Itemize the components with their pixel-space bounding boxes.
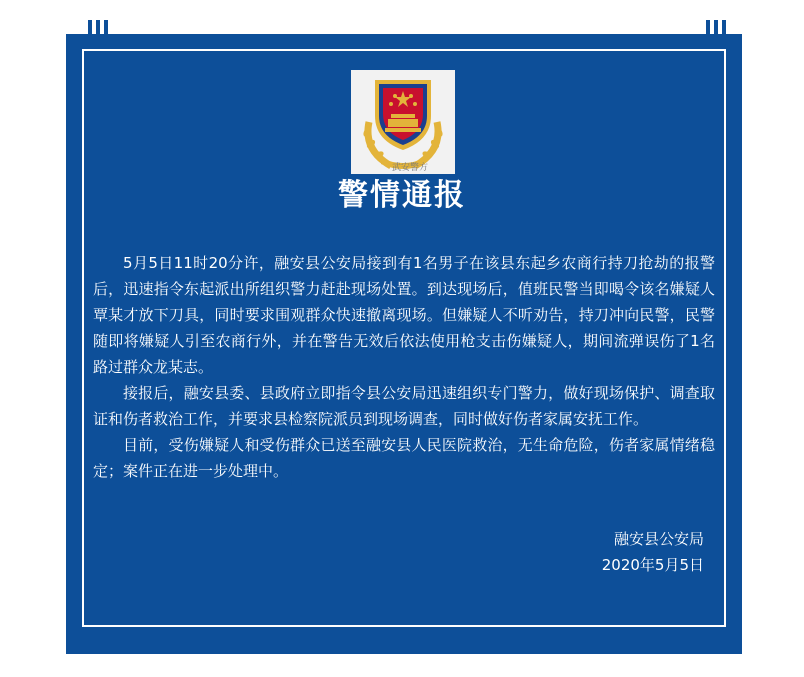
signature-block bbox=[602, 526, 704, 578]
watermark-text: 武安警方 bbox=[392, 163, 429, 173]
signature-org: 融安县公安局 bbox=[613, 530, 704, 548]
police-emblem-icon bbox=[351, 70, 455, 174]
paragraph: 目前，受伤嫌疑人和受伤群众已送至融安县人民医院救治，无生命危险，伤者家属情绪稳定；案件正在进一步处理中。 bbox=[93, 436, 715, 480]
corner-decoration-left bbox=[86, 20, 110, 38]
police-emblem-image bbox=[351, 70, 455, 174]
paragraph: 5月5日11时20分许，融安县公安局接到有1名男子在该县东起乡农商行持刀抢劫的报警后，迅速指令东起派出所组织警力赶赴现场处置。到达现场后，值班民警当即喝令该名嫌疑人覃某才放下刀具，同时要求围观群众快速撤离现场。但嫌疑人不听劝告，持刀冲向民警，民警随即将嫌疑人引至农商行外，并在警告无效后依法使用枪支击伤嫌疑人，期间流弹误伤了1名路过群众龙某志。 bbox=[93, 254, 715, 376]
corner-decoration-right bbox=[704, 20, 728, 38]
paragraph: 接报后，融安县委、县政府立即指令县公安局迅速组织专门警力，做好现场保护、调查取证和伤者救治工作，并要求县检察院派员到现场调查，同时做好伤者家属安抚工作。 bbox=[93, 384, 715, 428]
signature-date: 2020年5月5日 bbox=[601, 556, 704, 574]
notice-body bbox=[93, 250, 715, 484]
page-title: 警情通报 bbox=[338, 178, 466, 213]
